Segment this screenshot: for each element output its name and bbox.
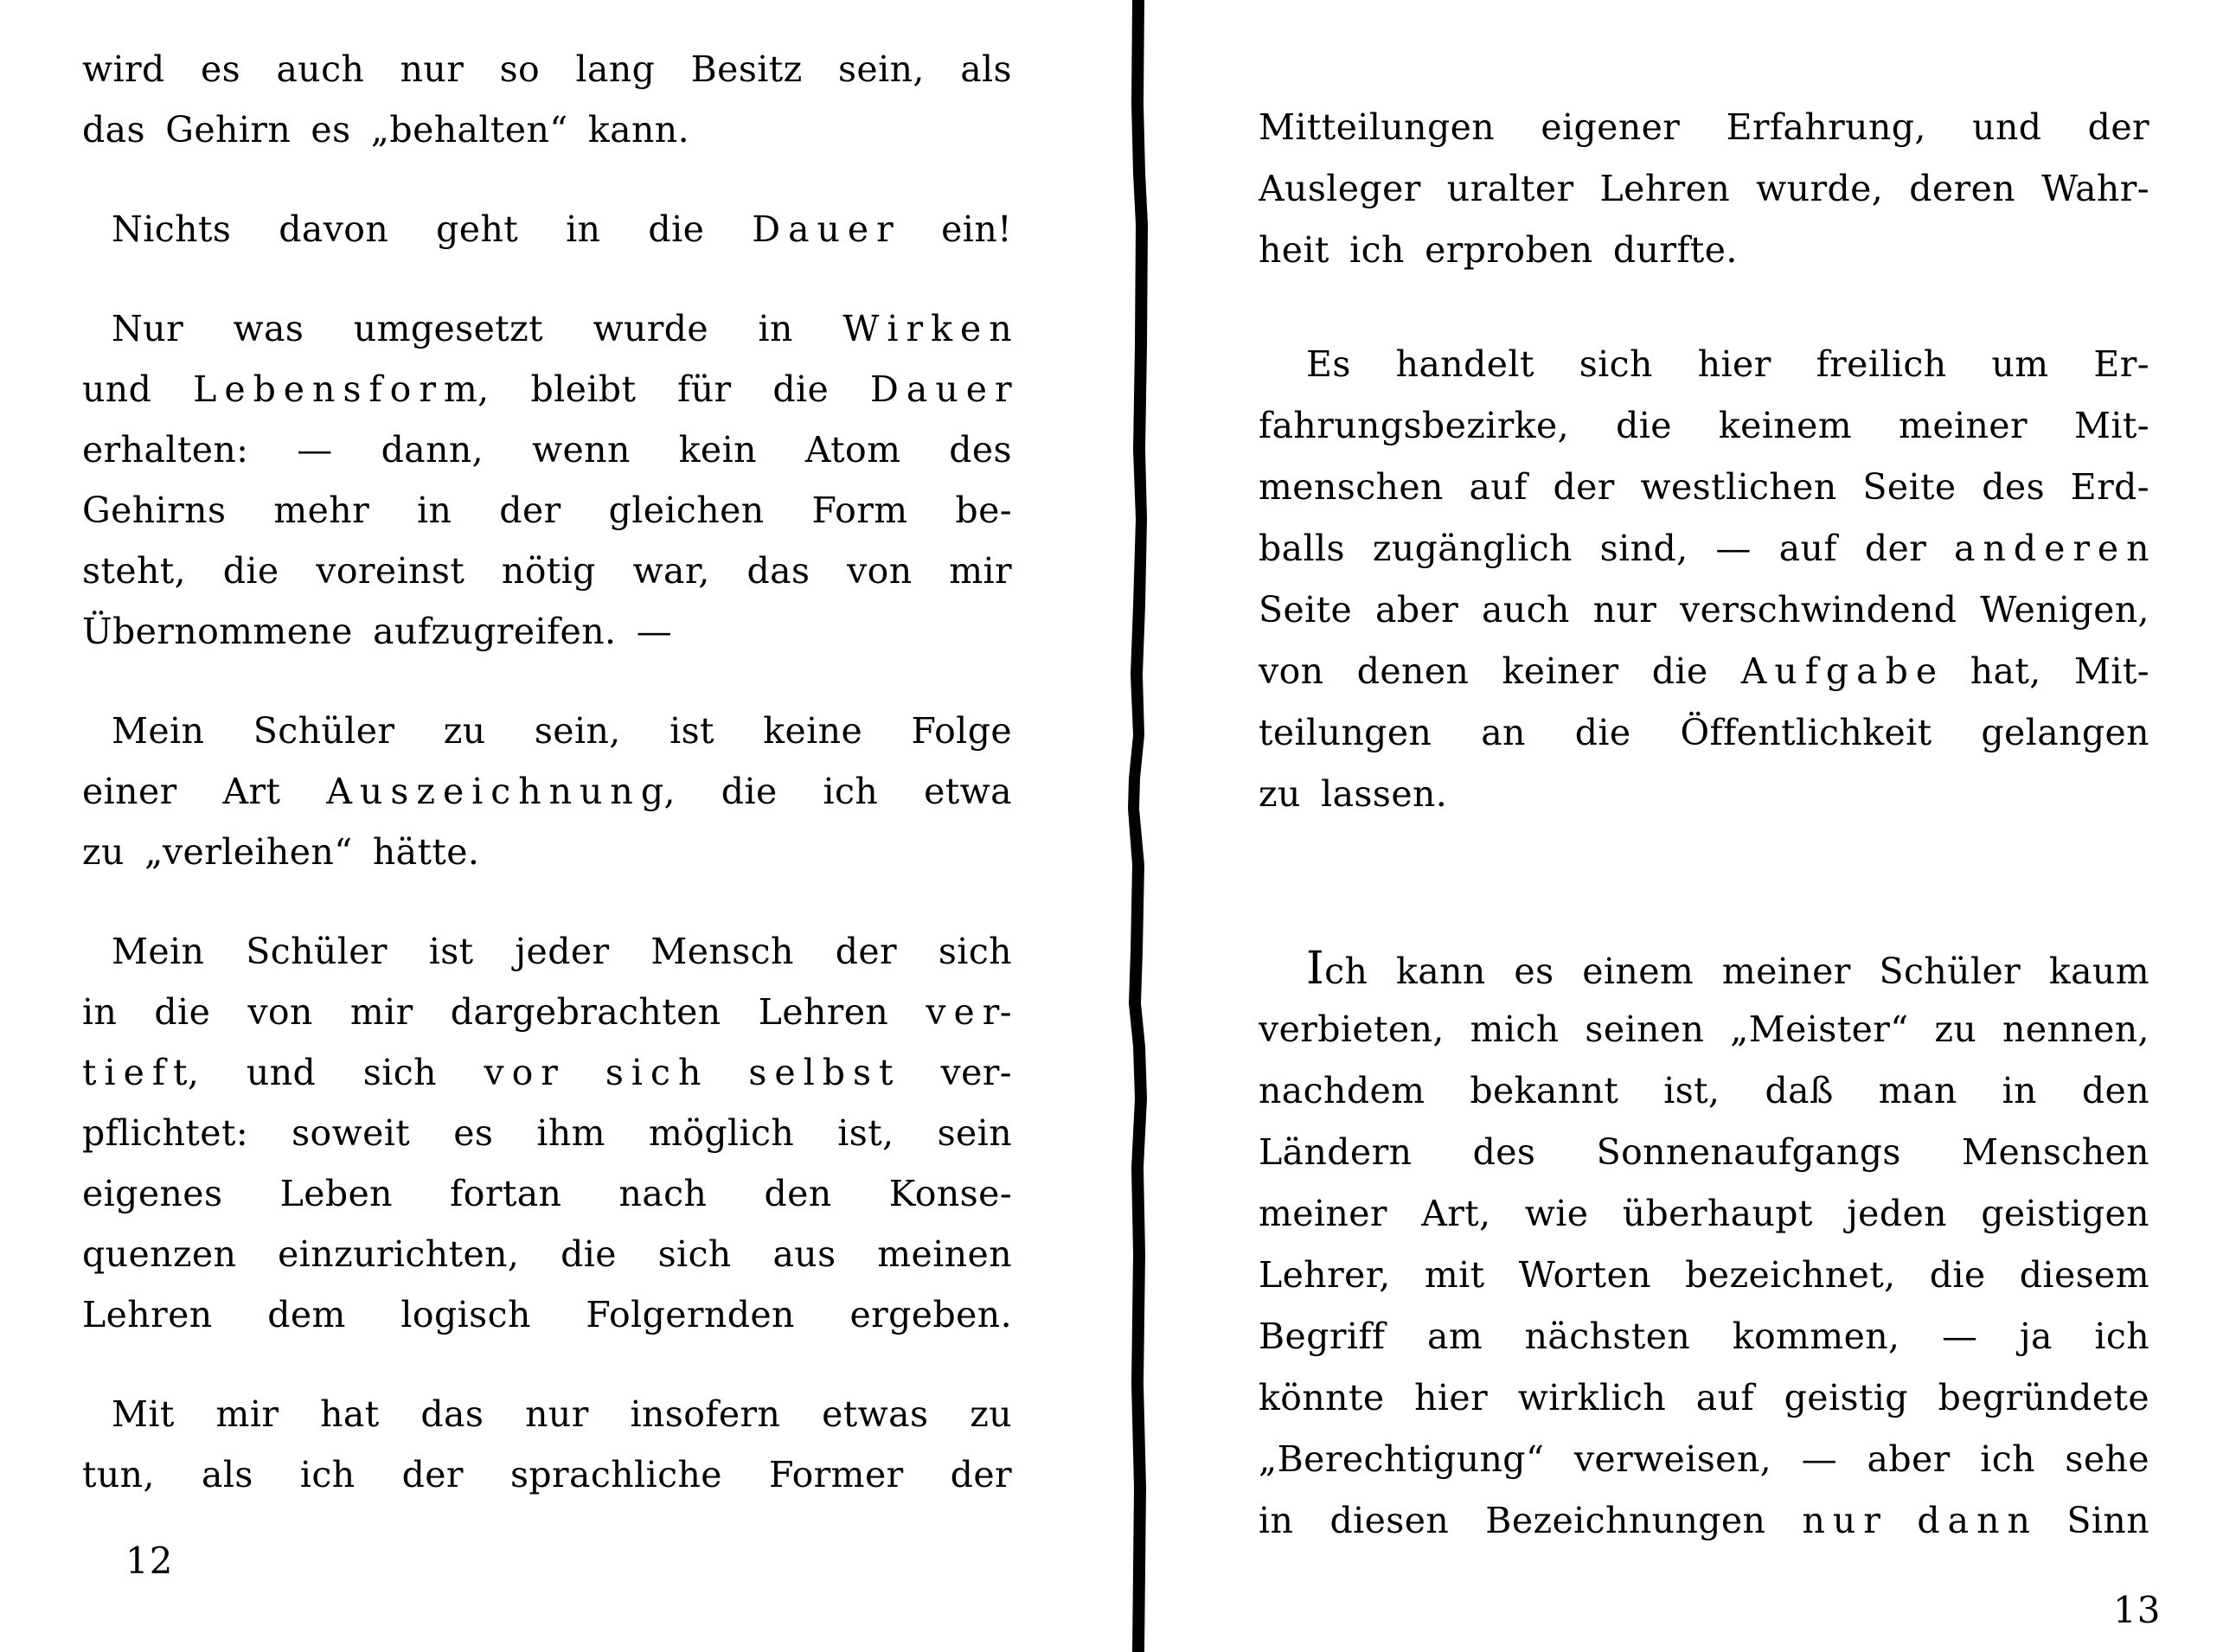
text-line: Begriff am nächsten kommen, — ja ich (1259, 1316, 2149, 1357)
text-line: tun, als ich der sprachliche Former der (82, 1454, 1012, 1495)
text-line: balls zugänglich sind, — auf der a n d e r e n (1259, 528, 2149, 569)
left-page-text (82, 39, 1012, 1505)
text-line: Lehrer, mit Worten bezeichnet, die diesem (1259, 1254, 2149, 1296)
text-line: von denen keiner die A u f g a b e hat, Mit- (1259, 650, 2149, 692)
text-line: Lehren dem logisch Folgernden ergeben. (82, 1294, 1012, 1335)
text-line: menschen auf der westlichen Seite des Erd- (1259, 466, 2149, 508)
text-line: heit ich erproben durfte. (1259, 229, 1738, 271)
paragraph (1259, 97, 2149, 281)
text-line: Seite aber auch nur verschwindend Wenigen, (1259, 589, 2149, 631)
paragraph (82, 39, 1012, 160)
text-line: einer Art A u s z e i c h n u n g, die ich etwa (82, 771, 1012, 812)
right-page-number: 13 (2113, 1589, 2162, 1631)
text-line: Ausleger uralter Lehren wurde, deren Wahr- (1259, 168, 2149, 209)
text-line: teilungen an die Öffentlichkeit gelangen (1259, 712, 2149, 753)
text-line: quenzen einzurichten, die sich aus meinen (82, 1233, 1012, 1275)
text-line: Ich kann es einem meiner Schüler kaum (1306, 942, 2149, 995)
page-gutter-line (1120, 0, 1151, 1652)
text-line: wird es auch nur so lang Besitz sein, als (82, 48, 1012, 90)
text-line: steht, die voreinst nötig war, das von mir (82, 550, 1012, 592)
gutter-ink-shape (1128, 0, 1148, 1652)
paragraph (82, 199, 1012, 259)
text-line: in die von mir dargebrachten Lehren v e r- (82, 991, 1012, 1033)
paragraph (82, 298, 1012, 662)
text-line: Mein Schüler zu sein, ist keine Folge (112, 710, 1012, 752)
text-line: meiner Art, wie überhaupt jeden geistigen (1259, 1193, 2149, 1234)
paragraph (82, 1384, 1012, 1505)
text-line: Gehirns mehr in der gleichen Form be- (82, 490, 1012, 531)
paragraph (1259, 938, 2149, 1552)
paragraph (82, 921, 1012, 1345)
text-line: in diesen Bezeichnungen n u r d a n n Sinn (1259, 1500, 2149, 1541)
paragraph (82, 701, 1012, 882)
text-line: pflichtet: soweit es ihm möglich ist, sein (82, 1112, 1012, 1154)
text-line: „Berechtigung“ verweisen, — aber ich sehe (1259, 1438, 2149, 1480)
text-line: Ländern des Sonnenaufgangs Menschen (1259, 1131, 2149, 1173)
text-line: verbieten, mich seinen „Meister“ zu nennen, (1259, 1008, 2149, 1050)
text-line: zu „verleihen“ hätte. (82, 831, 480, 873)
text-line: t i e f t, und sich v o r s i c h s e l b s t ver- (82, 1052, 1012, 1093)
text-line: Mitteilungen eigener Erfahrung, und der (1259, 106, 2149, 148)
text-line: Übernommene aufzugreifen. — (82, 611, 673, 652)
text-line: könnte hier wirklich auf geistig begründete (1259, 1377, 2149, 1418)
right-page (1259, 97, 2162, 1631)
text-line: fahrungsbezirke, die keinem meiner Mit- (1259, 405, 2149, 446)
right-page-text (1259, 97, 2149, 1552)
text-line: Nur was umgesetzt wurde in W i r k e n (112, 308, 1012, 349)
text-line: Es handelt sich hier freilich um Er- (1306, 343, 2149, 385)
text-line: eigenes Leben fortan nach den Konse- (82, 1173, 1012, 1214)
text-line: erhalten: — dann, wenn kein Atom des (82, 429, 1012, 471)
text-line: Mit mir hat das nur insofern etwas zu (112, 1393, 1012, 1435)
text-line: nachdem bekannt ist, daß man in den (1259, 1070, 2149, 1111)
text-line: Nichts davon geht in die D a u e r ein! (112, 208, 1012, 250)
paragraph (1259, 334, 2149, 825)
text-line: und L e b e n s f o r m, bleibt für die D a u e r (82, 368, 1012, 410)
text-line: zu lassen. (1259, 773, 1448, 815)
left-page (82, 39, 1012, 1582)
left-page-number: 12 (125, 1540, 174, 1582)
text-line: das Gehirn es „behalten“ kann. (82, 109, 690, 150)
text-line: Mein Schüler ist jeder Mensch der sich (112, 931, 1012, 972)
